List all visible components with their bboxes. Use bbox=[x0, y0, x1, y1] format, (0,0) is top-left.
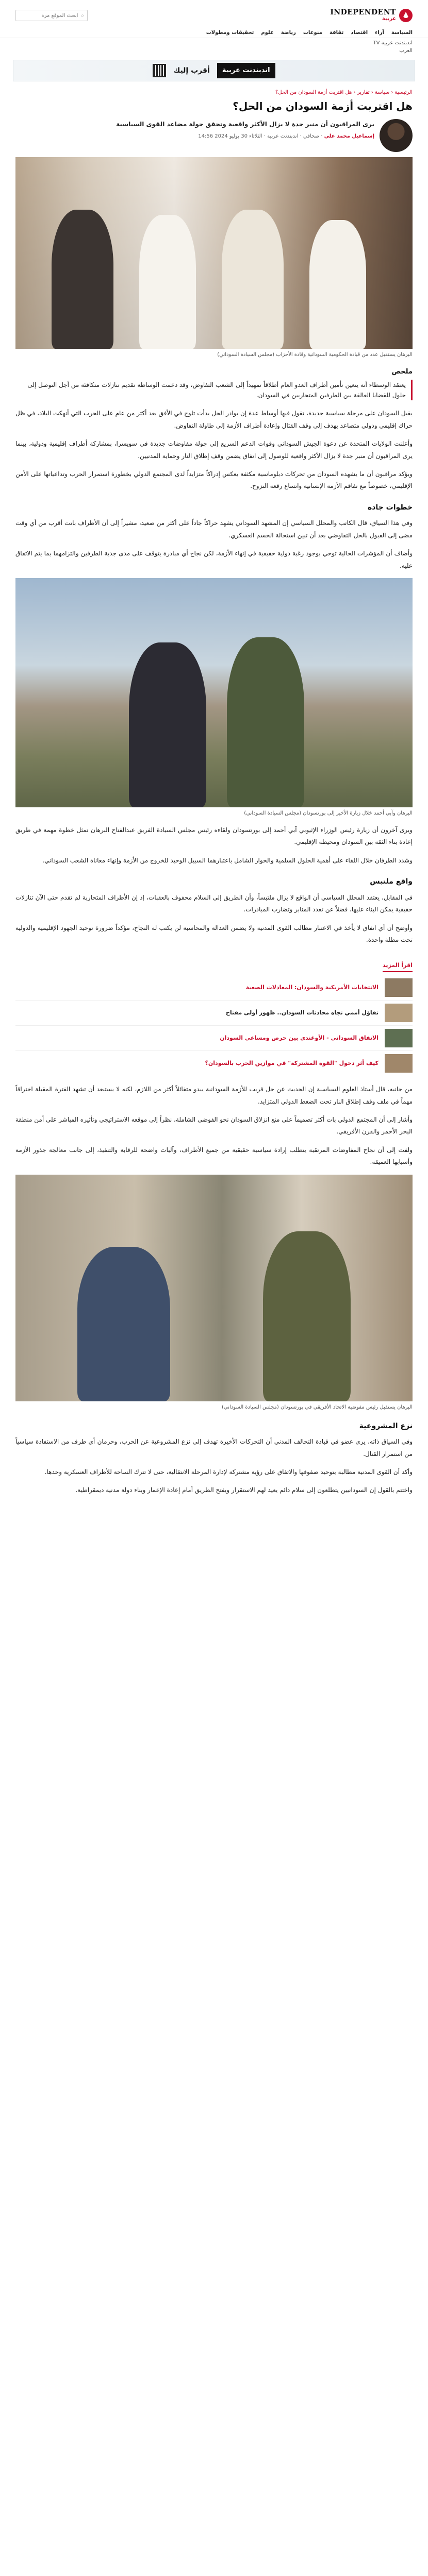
logo-line2: عربية bbox=[382, 16, 396, 22]
main-nav bbox=[0, 27, 428, 38]
search-box[interactable] bbox=[15, 10, 88, 21]
site-logo[interactable] bbox=[330, 9, 413, 22]
nav-item-politics[interactable]: السياسة bbox=[391, 30, 413, 36]
author-role: صحافي bbox=[303, 133, 320, 140]
article-meta: إسماعيل محمد علي · صحافي · اندبندنت عربية · الثلاثاء 30 يوليو 2024 14:56 bbox=[198, 133, 374, 140]
paragraph: ويرى آخرون أن زيارة رئيس الوزراء الإثيوبي آبي أحمد إلى بورتسودان ولقاءه رئيس مجلس السيادة الفريق عبدالفتاح البرهان تمثل خطوة مهمة في طريق إعادة بناء الثقة بين السودان ومحيطه الإقليمي. bbox=[15, 826, 413, 846]
figure-3 bbox=[15, 1175, 413, 1411]
related-title[interactable]: تفاؤل أممي تجاه محادثات السودان.. ظهور أولى مفتاح bbox=[225, 1009, 378, 1016]
nav-item-science[interactable]: علوم bbox=[261, 30, 274, 36]
paragraph: وأكد أن القوى المدنية مطالبة بتوحيد صفوفها والاتفاق على رؤية مشتركة لإدارة المرحلة الانتقالية، حتى لا تترك الساحة للأطراف العسكرية وحدها. bbox=[44, 1468, 413, 1476]
section-title: نزع المشروعية bbox=[359, 1421, 413, 1430]
article bbox=[0, 89, 428, 1497]
subnav-tv-link[interactable]: اندبندنت عربية TV bbox=[373, 40, 413, 46]
related-title[interactable]: الانتخابات الأمريكية والسودان: المعادلات الصعبة bbox=[245, 984, 378, 991]
figure-1 bbox=[15, 157, 413, 359]
figure-2 bbox=[15, 578, 413, 817]
publish-date: الثلاثاء 30 يوليو 2024 14:56 bbox=[198, 133, 262, 140]
search-icon[interactable]: ⌕ bbox=[81, 12, 84, 19]
breadcrumb[interactable]: الرئيسية ‹ سياسة ‹ تقارير ‹ هل اقتربت أزمة السودان من الحل؟ bbox=[275, 90, 413, 95]
paragraph: وأشار إلى أن المجتمع الدولي بات أكثر تصميماً على منع انزلاق السودان نحو الفوضى الشاملة، نظراً إلى موقعه الاستراتيجي وتأثيره المباشر على أمن منطقة البحر الأحمر والقرن الأفريقي. bbox=[15, 1115, 413, 1136]
banner-tagline: أقرب إليك bbox=[173, 66, 210, 75]
banner-brand: اندبندنت عربية bbox=[217, 63, 275, 79]
paragraph: وفي هذا السياق، قال الكاتب والمحلل السياسي إن المشهد السوداني يشهد حراكاً جاداً على أكثر من صعيد، مشيراً إلى أن الأطراف باتت أقرب من أي وقت مضى إلى القبول بالحل التفاوضي بعد أن تبين استحالة الحسم العسكري. bbox=[15, 519, 413, 539]
related-thumb bbox=[385, 978, 413, 997]
photo-1-caption: البرهان يستقبل عدد من قيادة الحكومية السودانية وقادة الأحزاب (مجلس السيادة السوداني) bbox=[217, 352, 413, 358]
related-list bbox=[15, 975, 413, 1076]
related-item[interactable] bbox=[15, 975, 413, 1001]
related-item[interactable] bbox=[15, 1051, 413, 1076]
article-photo-1[interactable] bbox=[15, 157, 413, 349]
related-thumb bbox=[385, 1054, 413, 1073]
photo-2-caption: البرهان وآبي أحمد خلال زيارة الأخير إلى بورتسودان (مجلس السيادة السوداني) bbox=[244, 810, 413, 816]
related-heading: اقرأ المزيد bbox=[383, 960, 413, 972]
author-avatar[interactable] bbox=[380, 119, 413, 152]
paragraph: وأعلنت الولايات المتحدة عن دعوة الجيش السوداني وقوات الدعم السريع إلى جولة مفاوضات جديدة في سويسرا، بمشاركة أطراف إقليمية ودولية، بينما يرى المراقبون أن منبر جدة لا يزال الأكثر واقعية للوصول إلى اتفاق يضمن وقف إطلاق النار وحماية المدنيين. bbox=[15, 440, 413, 460]
article-photo-2[interactable] bbox=[15, 578, 413, 807]
section-title: واقع ملتبس bbox=[370, 877, 413, 886]
author-name[interactable]: إسماعيل محمد علي bbox=[324, 133, 374, 140]
paragraph: واختتم بالقول إن السودانيين يتطلعون إلى سلام دائم يعيد لهم الاستقرار ويفتح الطريق أمام إعادة الإعمار وبناء دولة مدنية ديمقراطية. bbox=[75, 1486, 413, 1494]
paragraph: ولفت إلى أن نجاح المفاوضات المرتقبة يتطلب إرادة سياسية حقيقية من جميع الأطراف، وآليات واضحة للرقابة والتنفيذ، إلى جانب معالجة جذور الأزمة وأسبابها العميقة. bbox=[15, 1146, 413, 1166]
nav-item-opinion[interactable]: آراء bbox=[375, 30, 384, 36]
related-thumb bbox=[385, 1029, 413, 1047]
nav-item-investigations[interactable]: تحقيقات ومطولات bbox=[206, 30, 254, 36]
summary-title: ملخص bbox=[391, 368, 413, 376]
nav-item-misc[interactable]: منوعات bbox=[303, 30, 323, 36]
paragraph: وشدد الطرفان خلال اللقاء على أهمية الحلول السلمية والحوار الشامل باعتبارهما السبيل الوحيد للخروج من الأزمة وإنهاء معاناة الشعب السوداني. bbox=[42, 856, 413, 864]
qr-code-icon bbox=[153, 64, 166, 77]
subnav-arab-link[interactable]: العرب bbox=[399, 48, 413, 54]
summary-text: يعتقد الوسطاء أنه يتعين تأمين أطراف العدو العام أطلاقاً تمهيداً إلى الشعب التفاوض، وقد دعمت الوساطة تقديم تنازلات متكافئة من أجل التوصل إلى حلول للقضايا العالقة بين الطرفين المتحاربين في السودان. bbox=[15, 380, 413, 401]
photo-3-caption: البرهان يستقبل رئيس مفوضية الاتحاد الأفريقي في بورتسودان (مجلس السيادة السوداني) bbox=[222, 1404, 413, 1410]
nav-item-culture[interactable]: ثقافة bbox=[330, 30, 344, 36]
paragraph: من جانبه، قال أستاذ العلوم السياسية إن الحديث عن حل قريب للأزمة السودانية يبدو متفائلاً أكثر من اللازم، لكنه لا يستبعد أن تشهد الفترة المقبلة اختراقاً مهماً في ملف وقف إطلاق النار تحت الضغط الدولي المتزايد. bbox=[15, 1086, 413, 1105]
article-photo-3[interactable] bbox=[15, 1175, 413, 1401]
related-title[interactable]: الاتفاق السوداني - الأوغندي بين حرص ومساعي السودان bbox=[220, 1034, 378, 1041]
paragraph: في المقابل، يعتقد المحلل السياسي أن الواقع لا يزال ملتبساً، وأن الطريق إلى السلام محفوف بالعقبات، إذ إن الأطراف المتحاربة لم تقدم حتى الآن تنازلات حقيقية يمكن البناء عليها، فضلاً عن تعدد المنابر وتضارب المبادرات. bbox=[15, 893, 413, 913]
article-headline: هل اقتربت أزمة السودان من الحل؟ bbox=[233, 100, 413, 112]
outlet-name: اندبندنت عربية bbox=[267, 133, 299, 140]
search-input[interactable] bbox=[19, 13, 78, 19]
logo-line1: INDEPENDENT bbox=[330, 8, 396, 17]
author-row bbox=[15, 119, 413, 152]
related-title[interactable]: كيف أثر دخول "القوة المشتركة" في موازين الحرب بالسودان؟ bbox=[205, 1059, 378, 1066]
nav-item-sports[interactable]: رياضة bbox=[281, 30, 296, 36]
standfirst: يرى المراقبون أن منبر جدة لا يزال الأكثر واقعية وتحقق جولة مضاعد القوى السياسية bbox=[116, 121, 374, 128]
paragraph: يقبل السودان على مرحلة سياسية جديدة، تقول فيها أوساط عدة إن بوادر الحل بدأت تلوح في الأفق بعد أكثر من عام على الحرب التي أنهكت البلاد، في ظل حراك إقليمي ودولي متصاعد يهدف إلى وقف القتال وإعادة أطراف الأزمة إلى طاولة التفاوض. bbox=[15, 410, 413, 429]
paragraph: وأضاف أن المؤشرات الحالية توحي بوجود رغبة دولية حقيقية في إنهاء الأزمة، لكن نجاح أي مبادرة يتوقف على مدى جدية الطرفين والتزامهما بما يتم الاتفاق عليه. bbox=[15, 550, 413, 569]
sub-nav bbox=[0, 38, 428, 56]
related-item[interactable] bbox=[15, 1026, 413, 1051]
related-item[interactable] bbox=[15, 1001, 413, 1026]
paragraph: وأوضح أن أي اتفاق لا يأخذ في الاعتبار مطالب القوى المدنية ولا يضمن العدالة والمحاسبة لن يكتب له النجاح، مؤكداً ضرورة توحيد الجهود الإقليمية والدولية تحت مظلة واحدة. bbox=[15, 924, 413, 943]
related-thumb bbox=[385, 1004, 413, 1022]
site-header bbox=[0, 0, 428, 27]
logo-mark-icon bbox=[399, 9, 413, 22]
section-title: خطوات جادة bbox=[367, 503, 413, 512]
paragraph: ويؤكد مراقبون أن ما يشهده السودان من تحركات دبلوماسية مكثفة يعكس إدراكاً متزايداً لدى المجتمع الدولي بخطورة استمرار الحرب وتداعياتها على الأمن الإقليمي، خصوصاً مع تفاقم الأزمة الإنسانية واتساع رقعة النزوح. bbox=[15, 470, 413, 490]
nav-item-economy[interactable]: اقتصاد bbox=[351, 30, 368, 36]
paragraph: وفي السياق ذاته، يرى عضو في قيادة التحالف المدني أن التحركات الأخيرة تهدف إلى نزع المشروعية عن الحرب، وحرمان أي طرف من الاستفادة سياسياً من استمرار القتال. bbox=[15, 1438, 413, 1458]
ad-banner[interactable] bbox=[13, 60, 415, 81]
